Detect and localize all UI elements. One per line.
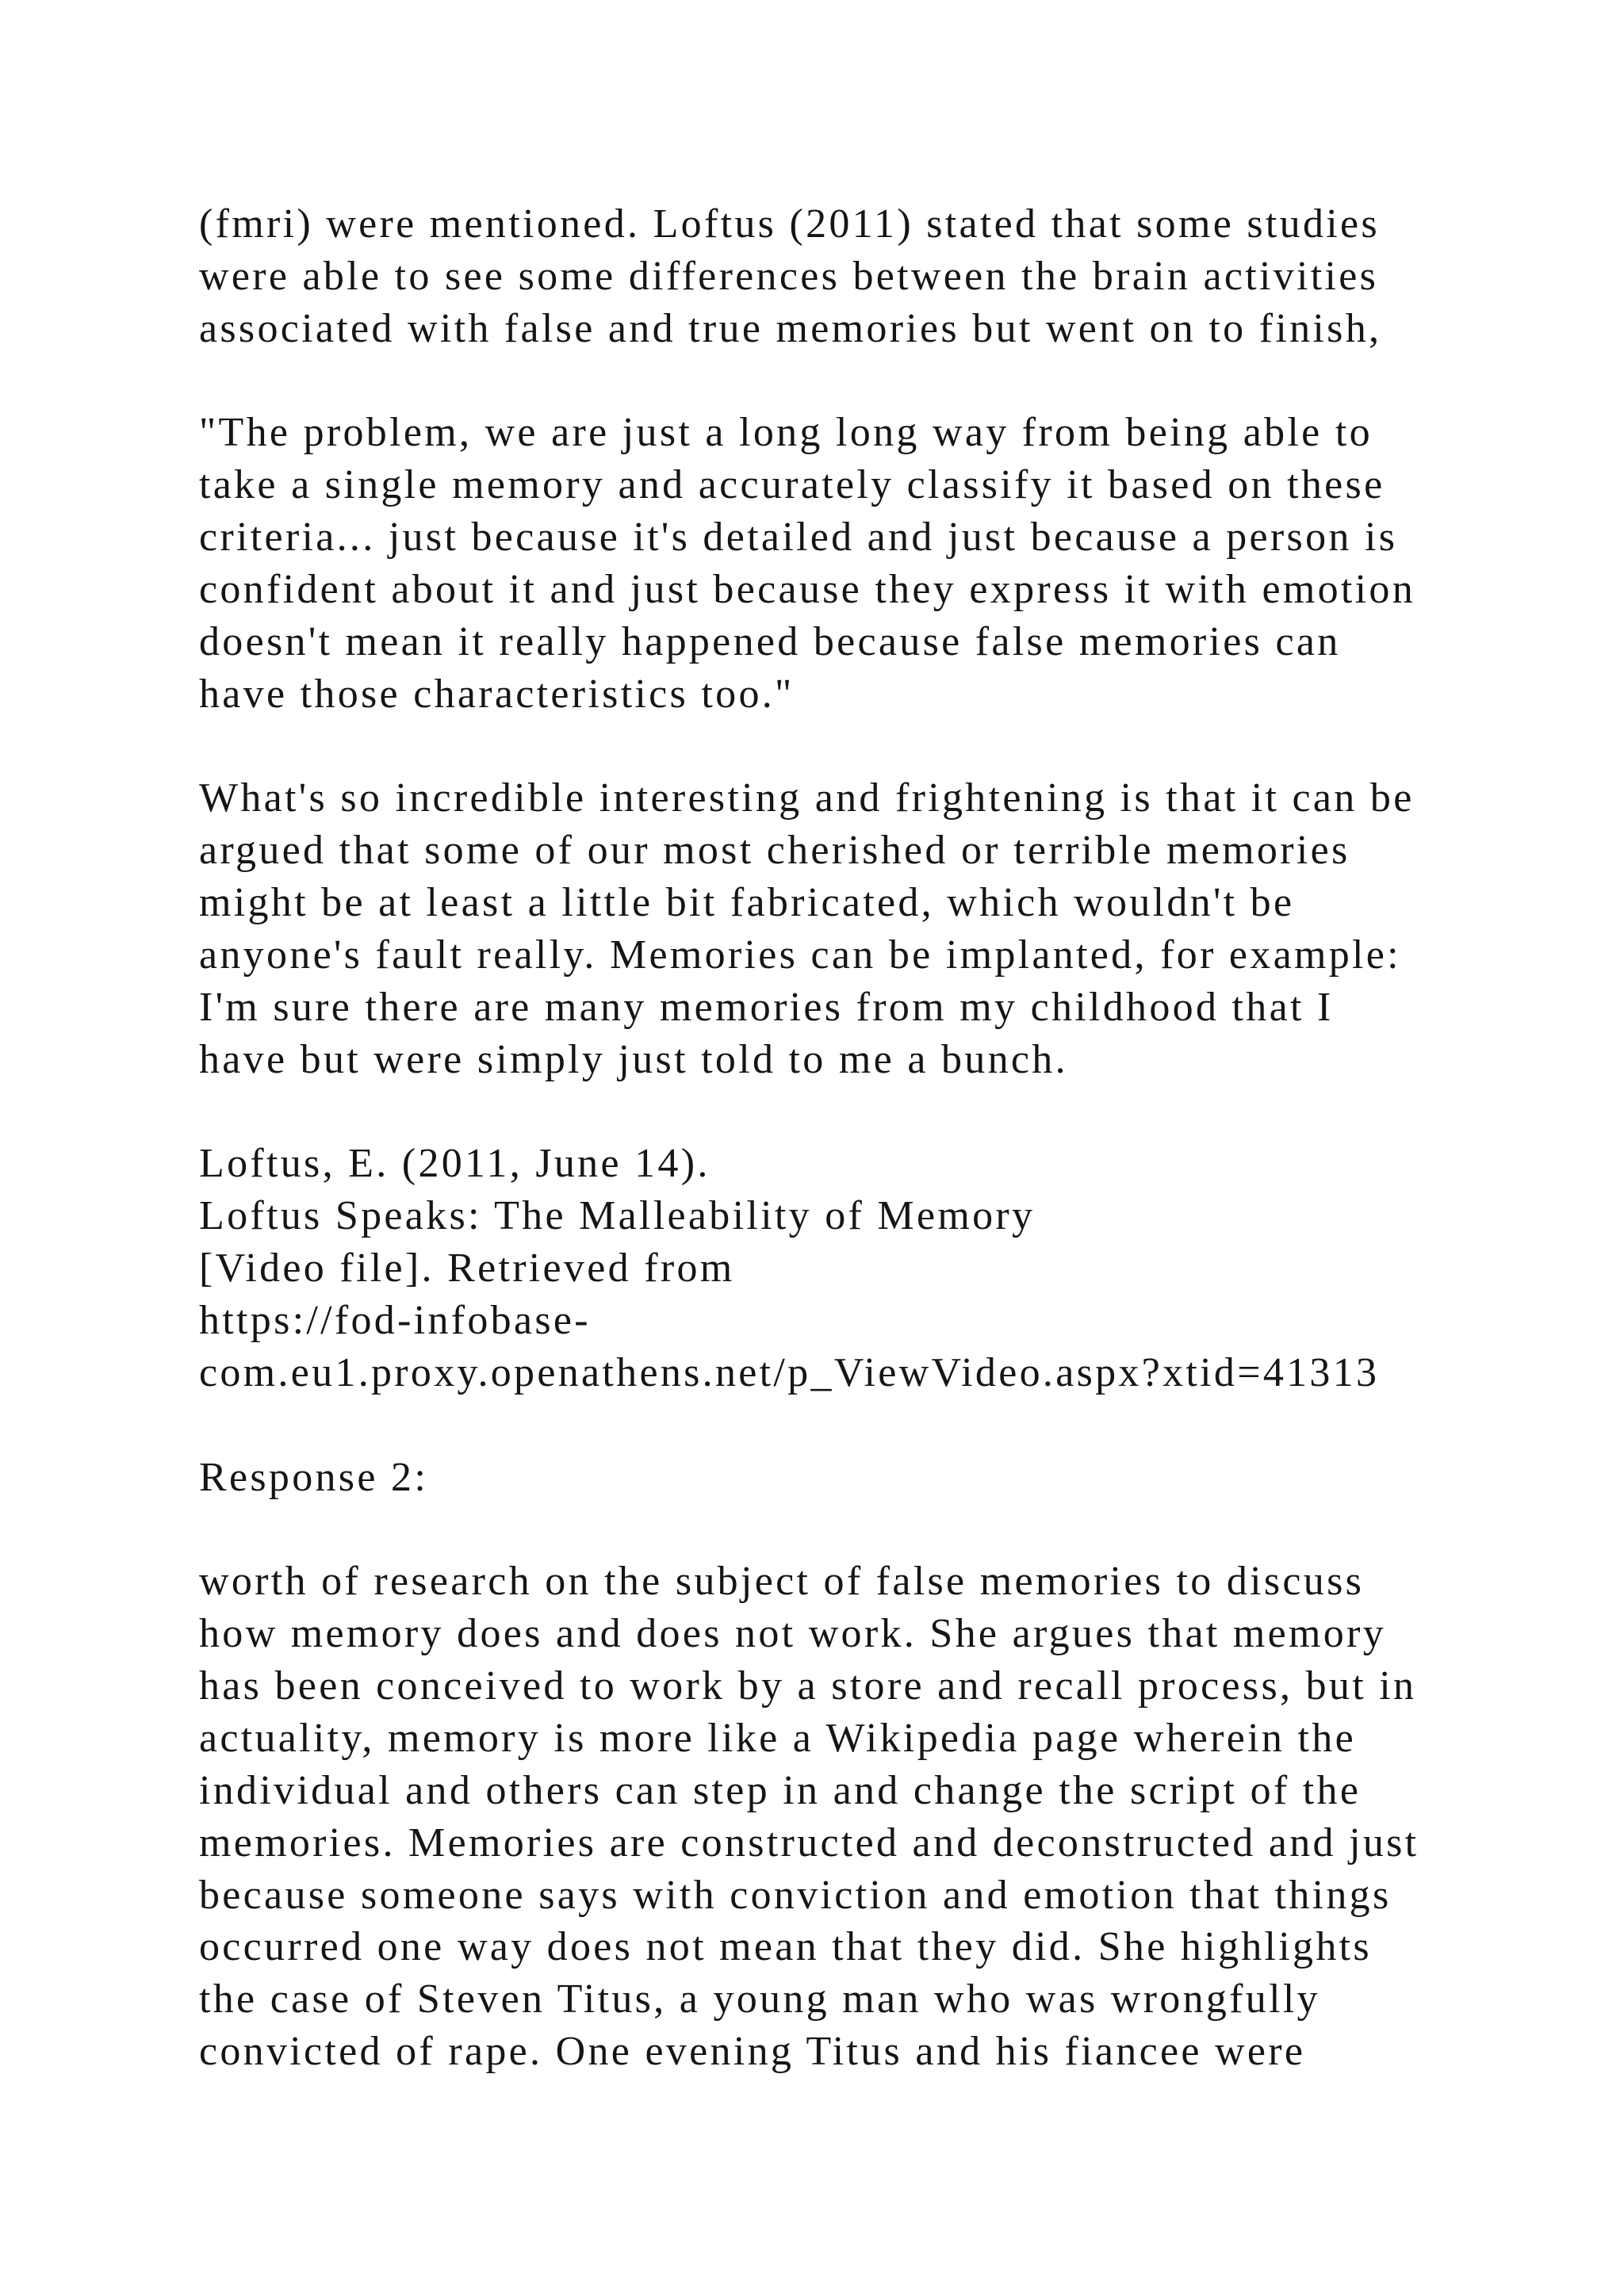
text-line: "The problem, we are just a long long way from being able to: [199, 410, 1373, 456]
text-line: because someone says with conviction and emotion that things: [199, 1872, 1392, 1918]
text-line: actuality, memory is more like a Wikipedia page wherein the: [199, 1715, 1356, 1761]
paragraph-quote: [199, 407, 1611, 720]
text-line: take a single memory and accurately classify it based on these: [199, 462, 1385, 508]
text-line: the case of Steven Titus, a young man who was wrongfully: [199, 1976, 1320, 2022]
text-line: have but were simply just told to me a bunch.: [199, 1036, 1068, 1082]
text-line: (fmri) were mentioned. Loftus (2011) stated that some studies: [199, 201, 1380, 247]
paragraph-response-2: [199, 1556, 1611, 2078]
text-line: occurred one way does not mean that they did. She highlights: [199, 1924, 1372, 1970]
text-line: criteria... just because it's detailed and just because a person is: [199, 515, 1398, 561]
paragraph-fmri-discussion: [199, 198, 1611, 355]
text-line: how memory does and does not work. She argues that memory: [199, 1611, 1387, 1657]
reference-citation: [199, 1138, 1611, 1399]
text-line: argued that some of our most cherished or terrible memories: [199, 828, 1350, 874]
citation-medium: [Video file]. Retrieved from: [199, 1246, 735, 1292]
text-line: have those characteristics too.": [199, 671, 795, 717]
text-line: doesn't mean it really happened because false memories can: [199, 618, 1341, 664]
text-line: memories. Memories are constructed and deconstructed and just: [199, 1820, 1419, 1866]
section-heading-response-2: [199, 1452, 1611, 1504]
text-line: individual and others can step in and change the script of the: [199, 1767, 1362, 1813]
text-line: worth of research on the subject of false memories to discuss: [199, 1559, 1365, 1605]
section-heading: Response 2:: [199, 1454, 429, 1500]
text-line: confident about it and just because they express it with emotion: [199, 567, 1415, 613]
text-line: I'm sure there are many memories from my childhood that I: [199, 984, 1334, 1030]
text-line: convicted of rape. One evening Titus and his fiancee were: [199, 2029, 1306, 2075]
text-line: might be at least a little bit fabricated, which wouldn't be: [199, 880, 1295, 926]
text-line: What's so incredible interesting and frightening is that it can be: [199, 775, 1415, 821]
citation-author-date: Loftus, E. (2011, June 14).: [199, 1141, 710, 1187]
text-line: anyone's fault really. Memories can be implanted, for example:: [199, 932, 1401, 978]
text-line: has been conceived to work by a store and recall process, but in: [199, 1663, 1417, 1709]
citation-title: Loftus Speaks: The Malleability of Memory: [199, 1193, 1036, 1239]
text-line: were able to see some differences between the brain activities: [199, 253, 1379, 299]
text-line: associated with false and true memories but went on to finish,: [199, 305, 1382, 351]
paragraph-reflection: [199, 772, 1611, 1085]
document-body: [199, 198, 1611, 2078]
citation-url-part-2: com.eu1.proxy.openathens.net/p_ViewVideo.aspx?xtid=41313: [199, 1349, 1380, 1395]
citation-url-part-1: https://fod-infobase-: [199, 1298, 591, 1344]
